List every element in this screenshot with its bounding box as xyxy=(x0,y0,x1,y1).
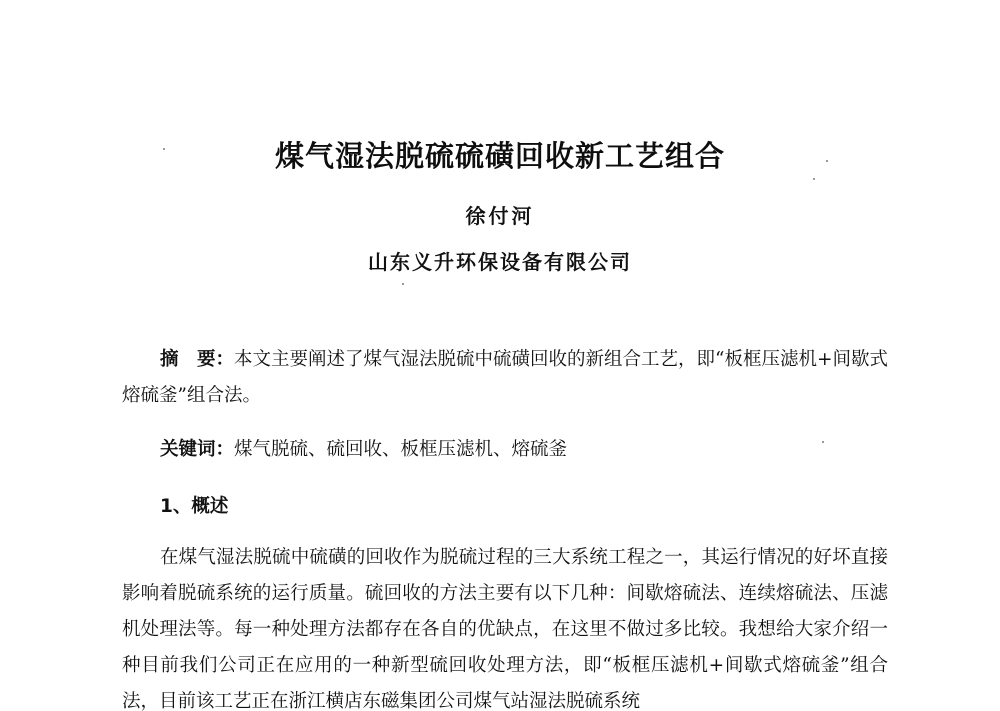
paper-title: 煤气湿法脱硫硫磺回收新工艺组合 xyxy=(274,139,725,173)
paper-author: 徐付河 xyxy=(465,204,535,228)
keywords-text: 煤气脱硫、硫回收、板框压滤机、熔硫釜 xyxy=(234,439,568,460)
scan-speck xyxy=(826,160,828,162)
scan-speck xyxy=(163,148,165,150)
abstract-text: 本文主要阐述了煤气湿法脱硫中硫磺回收的新组合工艺，即“板框压滤机+间歇式熔硫釜”组合法。 xyxy=(122,349,888,406)
scan-speck xyxy=(402,283,404,285)
scan-speck xyxy=(813,178,815,180)
keywords-paragraph xyxy=(122,432,888,468)
scan-speck xyxy=(822,441,824,443)
section-heading: 1、概述 xyxy=(160,496,229,517)
section-body-paragraph: 在煤气湿法脱硫中硫磺的回收作为脱硫过程的三大系统工程之一，其运行情况的好坏直接影响着脱硫系统的运行质量。硫回收的方法主要有以下几种：间歇熔硫法、连续熔硫法、压滤机处理法等。每一种处理方法都存在各自的优缺点，在这里不做过多比较。我想给大家介绍一种目前我们公司正在应用的一种新型硫回收处理方法，即“板框压滤机+间歇式熔硫釜”组合法，目前该工艺正在浙江横店东磁集团公司煤气站湿法脱硫系统 xyxy=(122,547,888,711)
abstract-paragraph xyxy=(122,342,888,414)
keywords-label: 关键词： xyxy=(160,439,235,460)
paper-affiliation: 山东义升环保设备有限公司 xyxy=(368,250,632,274)
abstract-label: 摘 要： xyxy=(160,349,235,370)
